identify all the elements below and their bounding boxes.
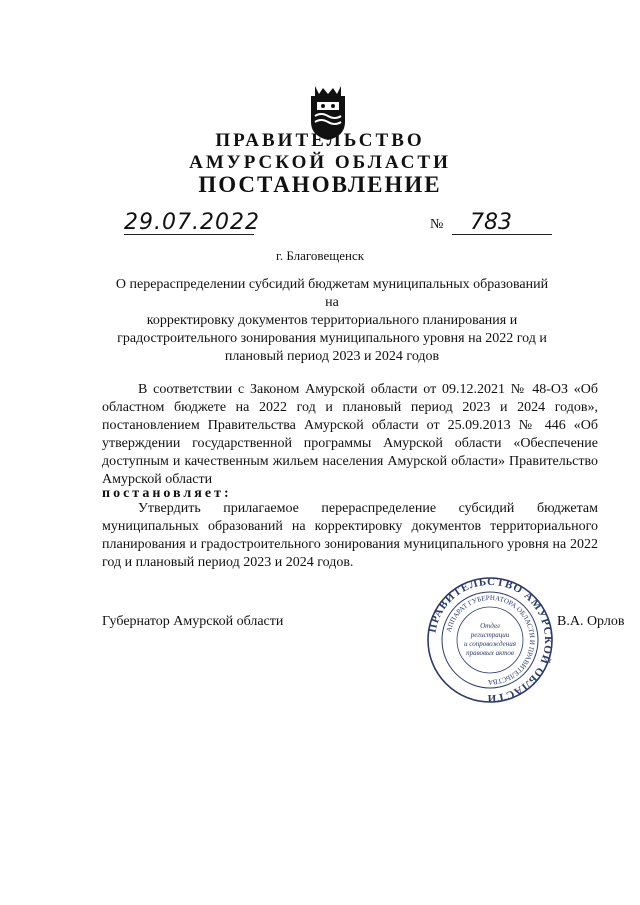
document-number: 783 [470,210,512,235]
government-title-line2: АМУРСКОЙ ОБЛАСТИ [189,152,451,173]
document-type-title: ПОСТАНОВЛЕНИЕ [198,172,442,197]
stamp-middle-text: АППАРАТ ГУБЕРНАТОРА ОБЛАСТИ И ПРАВИТЕЛЬСТВА [444,593,537,687]
number-sign: № [430,217,444,232]
subject-line: плановый период 2023 и 2024 годов [224,349,440,364]
stamp-center-line: регистрации [470,631,510,639]
preamble-paragraph: В соответствии с Законом Амурской области от 09.12.2021 № 48-ОЗ «Об областном бюджете на 2022 год и плановый период 2023 и 2024 годов», постановлением Правительства Амурской области от 25.09.2013 № 446 «Об утверждении государственной программы Амурской области «Обеспечение доступным и качественным жильем населения Амурской области» Правительство Амурской области [102,382,598,487]
stamp-center-line: и сопровождения [464,640,516,648]
city-name: г. Благовещенск [275,248,365,263]
subject-line: градостроительного зонирования муниципального уровня на 2022 год и [117,331,547,346]
document-date: 29.07.2022 [124,210,260,235]
signer-position: Губернатор Амурской области [102,614,284,629]
subject-line: О перераспределении субсидий бюджетам муниципальных образований на [115,277,549,310]
stamp-center-line: Отдел [480,622,500,630]
document-subject [112,276,552,366]
signer-name: В.А. Орлов [557,614,625,629]
stamp-outer-text: ПРАВИТЕЛЬСТВО АМУРСКОЙ ОБЛАСТИ [426,576,554,704]
stamp-center-line: правовых актов [466,649,514,657]
number-underline [452,234,552,235]
date-underline [124,234,254,235]
subject-line: корректировку документов территориального планирования и [146,313,518,328]
resolves-keyword: постановляет: [102,486,232,501]
government-title-line1: ПРАВИТЕЛЬСТВО [215,130,425,151]
decision-paragraph: Утвердить прилагаемое перераспределение субсидий бюджетам муниципальных образований на корректировку документов территориального планирования и градостроительного зонирования муниципального уровня на 2022 год и плановый период 2023 и 2024 годов. [102,501,598,570]
official-stamp [426,576,554,704]
